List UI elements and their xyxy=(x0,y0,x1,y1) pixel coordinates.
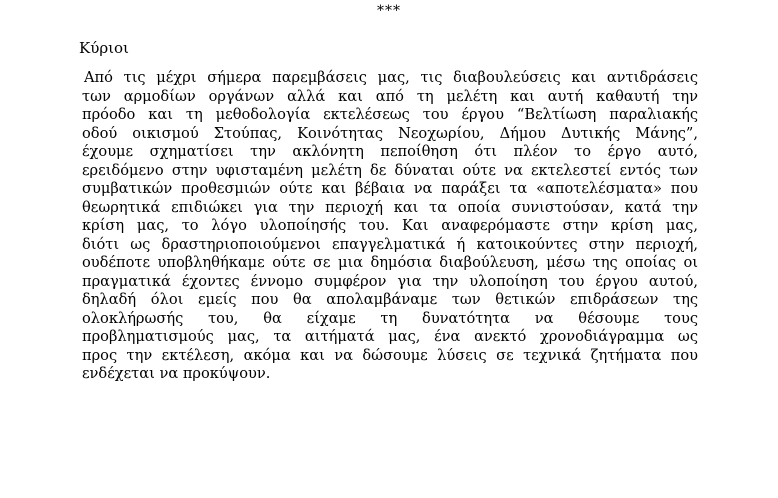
paragraph-line: των αρμοδίων οργάνων αλλά και από τη μελέτη και αυτή καθαυτή την xyxy=(82,87,698,105)
paragraph-line: συμβατικών προθεσμιών ούτε και βέβαια να παράξει τα «αποτελέσματα» που xyxy=(82,180,698,197)
section-separator: *** xyxy=(377,3,401,19)
paragraph-line: έχουμε σχηματίσει την ακλόνητη πεποίθηση ότι πλέον το έργο αυτό, xyxy=(82,143,698,160)
paragraph-line: ουδέποτε υποβληθήκαμε ούτε σε μια δημόσια διαβούλευση, μέσω της οποίας οι xyxy=(82,254,698,271)
paragraph-line: πραγματικά έχοντες έννομο συμφέρον για την υλοποίηση του έργου αυτού, xyxy=(82,272,698,290)
paragraph-line: προς την εκτέλεση, ακόμα και να δώσουμε λύσεις σε τεχνικά ζητήματα που xyxy=(82,346,698,364)
paragraph-line: δηλαδή όλοι εμείς που θα απολαμβάναμε των θετικών επιδράσεων της xyxy=(82,291,698,308)
paragraph-line: οδού οικισμού Στούπας, Κοινότητας Νεοχωρίου, Δήμου Δυτικής Μάνης”, xyxy=(82,124,698,142)
paragraph-line: κρίση μας, το λόγο υλοποίησής του. Και αναφερόμαστε στην κρίση μας, xyxy=(82,217,698,234)
body-paragraph xyxy=(82,69,698,384)
paragraph-line: ενδέχεται να προκύψουν. xyxy=(82,365,271,382)
paragraph-line: Από τις μέχρι σήμερα παρεμβάσεις μας, τις διαβουλεύσεις και αντιδράσεις xyxy=(84,69,698,86)
salutation: Κύριοι xyxy=(79,39,129,57)
paragraph-line: πρόοδο και τη μεθοδολογία εκτελέσεως του έργου “Βελτίωση παραλιακής xyxy=(82,106,698,123)
paragraph-line: ολοκλήρωσής του, θα είχαμε τη δυνατότητα να θέσουμε τους xyxy=(82,309,698,327)
paragraph-line: προβληματισμούς μας, τα αιτήματά μας, ένα ανεκτό χρονοδιάγραμμα ως xyxy=(82,328,698,345)
paragraph-line: θεωρητικά επιδιώκει για την περιοχή και τα οποία συνιστούσαν, κατά την xyxy=(82,198,698,216)
paragraph-line: διότι ως δραστηριοποιούμενοι επαγγελματικά ή κατοικούντες στην περιοχή, xyxy=(82,235,698,253)
paragraph-line: ερειδόμενο στην υφισταμένη μελέτη δε δύναται ούτε να εκτελεστεί εντός των xyxy=(82,161,698,179)
